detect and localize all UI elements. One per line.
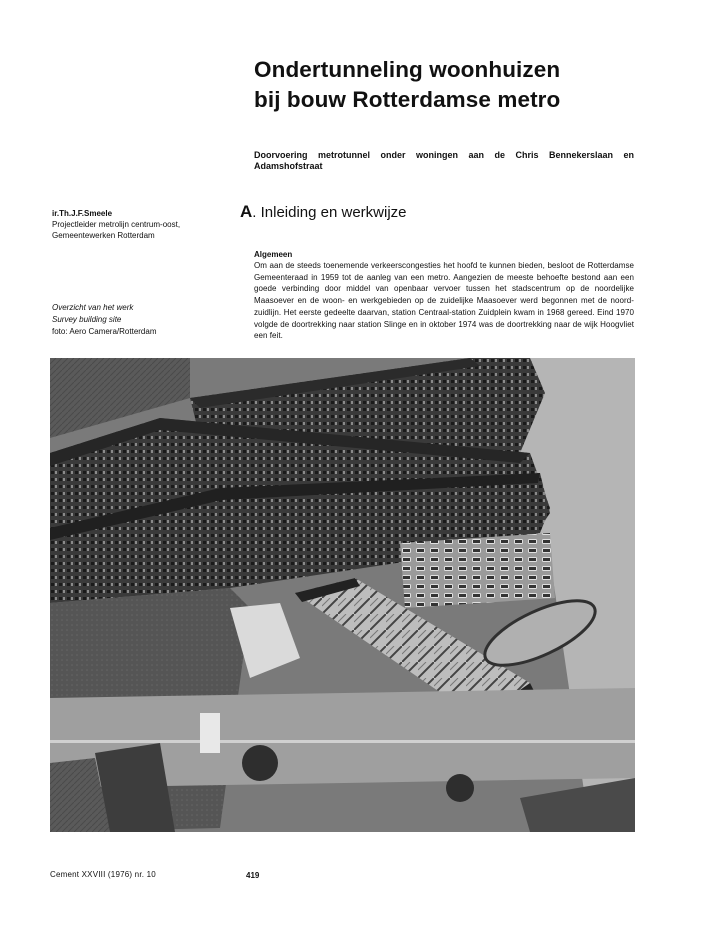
zebra-crossing	[200, 713, 220, 753]
tree	[242, 745, 278, 781]
caption-line-3: foto: Aero Camera/Rotterdam	[52, 327, 157, 336]
journal-reference: Cement XXVIII (1976) nr. 10	[50, 870, 156, 879]
article-subtitle: Doorvoering metrotunnel onder woningen aan de Chris Bennekerslaan en Adamshofstraat	[254, 150, 634, 171]
caption-line-2: Survey building site	[52, 315, 122, 324]
page-number: 419	[246, 871, 260, 880]
title-line-2: bij bouw Rotterdamse metro	[254, 87, 561, 112]
photo-caption	[52, 302, 232, 338]
aerial-photo-image	[50, 358, 635, 832]
tree	[446, 774, 474, 802]
author-role-line-2: Gemeentewerken Rotterdam	[52, 231, 155, 240]
section-heading	[240, 203, 407, 222]
section-title: . Inleiding en werkwijze	[252, 204, 407, 221]
subheading: Algemeen	[254, 250, 293, 259]
parking-lot	[400, 533, 555, 608]
author-role-line-1: Projectleider metrolijn centrum-oost,	[52, 220, 181, 229]
caption-line-1: Overzicht van het werk	[52, 303, 134, 312]
title-line-1: Ondertunneling woonhuizen	[254, 57, 561, 82]
body-paragraph: Om aan de steeds toenemende verkeerscongesties het hoofd te kunnen bieden, besloot de Rotterdamse Gemeenteraad in 1959 tot de aanleg van een metro. Aangezien de meeste behoefte bestond aan een goede verbinding door middel van openbaar vervoer tussen het stadscentrum op de noordelijke Maasoever en de woon- en werkgebieden op de zuidelijke Maasoever werd begonnen met de noord-zuidlijn. Het eerste gedeelte daarvan, station Centraal-station Zuidplein kwam in 1968 gereed. Eind 1970 volgde de doortrekking naar station Slinge en in oktober 1974 was de doortrekking naar de wijk Hoogvliet een feit.	[254, 261, 634, 341]
aerial-photo	[50, 358, 635, 832]
section-letter: A	[240, 202, 253, 221]
author-name: ir.Th.J.F.Smeele	[52, 209, 113, 218]
article-title	[254, 55, 674, 115]
author-block	[52, 208, 242, 241]
